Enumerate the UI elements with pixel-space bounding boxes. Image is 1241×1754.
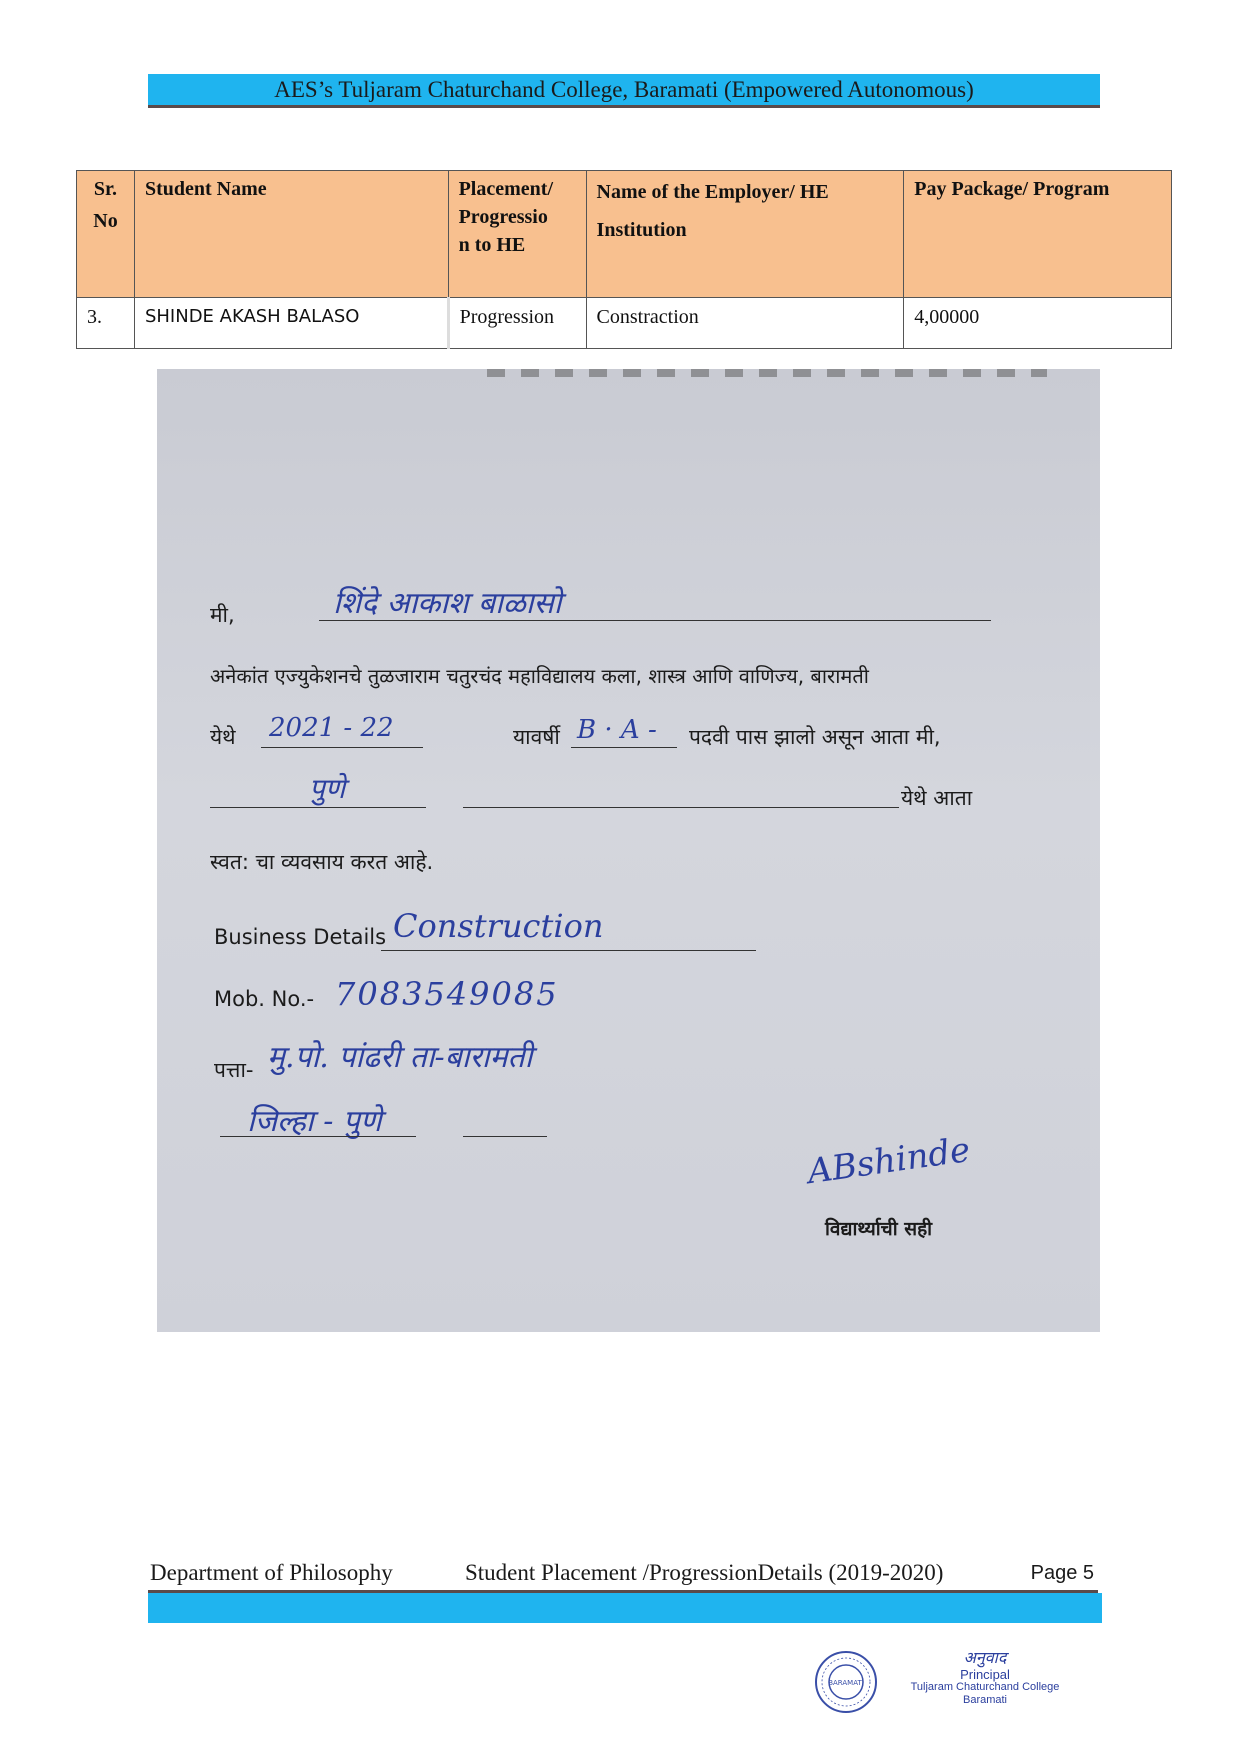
mob-label: Mob. No.- xyxy=(214,987,315,1011)
cell-employer: Constraction xyxy=(586,298,904,349)
table-header-row xyxy=(77,171,1172,298)
cell-sr: 3. xyxy=(77,298,135,349)
business-label: Business Details xyxy=(214,925,387,949)
header-employer: Name of the Employer/ HE Institution xyxy=(586,171,904,298)
seal-text: BARAMATI xyxy=(828,1679,864,1687)
table-row xyxy=(77,298,1172,349)
rule-address-2 xyxy=(220,1136,416,1137)
footer-page-number: Page 5 xyxy=(1030,1562,1094,1584)
hw-degree: B · A - xyxy=(577,715,657,745)
hw-address-2: जिल्हा - पुणे xyxy=(247,1104,382,1139)
line3-prefix: येथे xyxy=(210,725,236,749)
rule-degree xyxy=(571,747,677,748)
rule-address-3 xyxy=(463,1136,547,1137)
header-title: AES’s Tuljaram Chaturchand College, Baramati (Empowered Autonomous) xyxy=(274,77,974,102)
header-pay-package: Pay Package/ Program xyxy=(904,171,1172,298)
line3-mid: यावर्षी xyxy=(513,725,560,749)
rule-year xyxy=(261,747,423,748)
hw-name: शिंदे आकाश बाळासो xyxy=(333,586,562,621)
rule-business xyxy=(381,950,756,951)
principal-signature: अनुवाद xyxy=(963,1648,1007,1667)
principal-stamp xyxy=(910,1648,1060,1707)
header-sr-no: Sr. No xyxy=(77,171,135,298)
scanned-certificate xyxy=(157,369,1100,1332)
hw-address-1: मु.पो. पांढरी ता-बारामती xyxy=(267,1040,533,1075)
hw-business: Construction xyxy=(393,907,604,945)
scan-top-mark xyxy=(487,369,1047,377)
footer-bar xyxy=(148,1593,1102,1623)
hw-city: पुणे xyxy=(309,772,346,805)
principal-city: Baramati xyxy=(962,1694,1008,1706)
cell-pay-package: 4,00000 xyxy=(904,298,1172,349)
header-student-name: Student Name xyxy=(134,171,448,298)
page-header xyxy=(148,74,1100,108)
principal-title: Principal xyxy=(960,1667,1010,1682)
line3-suffix: पदवी पास झालो असून आता मी, xyxy=(689,725,941,749)
cell-student-name: SHINDE AKASH BALASO xyxy=(134,298,448,349)
student-signature: ABshinde xyxy=(805,1129,973,1193)
principal-college: Tuljaram Chaturchand College xyxy=(910,1681,1060,1693)
line4-suffix: येथे आता xyxy=(901,786,973,810)
page-footer xyxy=(148,1556,1098,1593)
footer-department: Department of Philosophy xyxy=(150,1560,393,1585)
footer-title: Student Placement /ProgressionDetails (2019-2020) xyxy=(465,1560,944,1585)
hw-mobile: 7083549085 xyxy=(335,975,559,1013)
rule-line1 xyxy=(319,620,991,621)
line2-text: अनेकांत एज्युकेशनचे तुळजाराम चतुरचंद महाविद्यालय कला, शास्त्र आणि वाणिज्य, बारामती xyxy=(210,664,869,688)
placement-table xyxy=(76,170,1172,349)
signature-label: विद्यार्थ्याची सही xyxy=(825,1218,933,1240)
line1-prefix: मी, xyxy=(210,603,235,627)
college-seal-icon xyxy=(814,1650,878,1714)
cell-placement: Progression xyxy=(448,298,586,349)
address-label: पत्ता- xyxy=(214,1058,254,1082)
hw-year: 2021 - 22 xyxy=(269,713,394,743)
rule-place xyxy=(463,807,899,808)
line5-text: स्वत: चा व्यवसाय करत आहे. xyxy=(210,850,434,874)
header-placement: Placement/ Progressio n to HE xyxy=(448,171,586,298)
rule-city xyxy=(210,807,426,808)
